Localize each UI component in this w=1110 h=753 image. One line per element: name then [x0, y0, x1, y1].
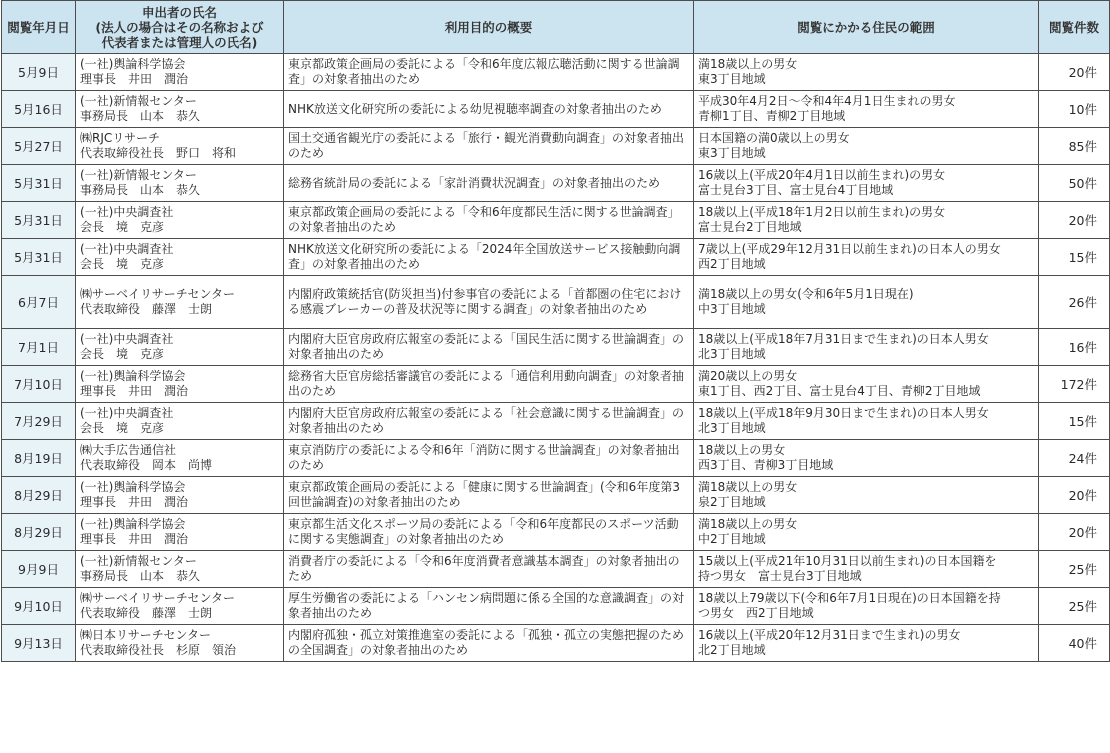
table-row	[2, 91, 1110, 128]
range-line2: 持つ男女 富士見台3丁目地域	[698, 569, 862, 583]
range-line2: 北3丁目地域	[698, 421, 766, 435]
cell-date: 7月10日	[2, 366, 76, 403]
header-range: 閲覧にかかる住民の範囲	[694, 1, 1039, 54]
applicant-rep: 代表取締役社長 杉原 領治	[80, 643, 237, 657]
applicant-org: (一社)新情報センター	[80, 94, 197, 108]
cell-range	[694, 477, 1039, 514]
table-row	[2, 202, 1110, 239]
cell-range	[694, 276, 1039, 329]
cell-range	[694, 440, 1039, 477]
applicant-rep: 理事長 井田 潤治	[80, 495, 189, 509]
applicant-rep: 会長 境 克彦	[80, 220, 165, 234]
cell-range	[694, 588, 1039, 625]
applicant-rep: 会長 境 克彦	[80, 347, 165, 361]
table-row	[2, 165, 1110, 202]
cell-purpose: 東京都政策企画局の委託による「令和6年度都民生活に関する世論調査」の対象者抽出のため	[284, 202, 694, 239]
cell-count: 172件	[1039, 366, 1110, 403]
table-row	[2, 128, 1110, 165]
header-count: 閲覧件数	[1039, 1, 1110, 54]
cell-applicant	[76, 588, 284, 625]
applicant-org: (一社)新情報センター	[80, 168, 197, 182]
cell-date: 9月13日	[2, 625, 76, 662]
range-line1: 16歳以上(平成20年4月1日以前生まれ)の男女	[698, 168, 946, 182]
range-line1: 満18歳以上の男女	[698, 480, 798, 494]
applicant-org: (一社)新情報センター	[80, 554, 197, 568]
cell-range	[694, 91, 1039, 128]
applicant-org: (一社)中央調査社	[80, 332, 174, 346]
cell-purpose: NHK放送文化研究所の委託による「2024年全国放送サービス接触動向調査」の対象者抽出のため	[284, 239, 694, 276]
header-date: 閲覧年月日	[2, 1, 76, 54]
applicant-org: (一社)中央調査社	[80, 242, 174, 256]
range-line1: 満18歳以上の男女	[698, 57, 798, 71]
cell-date: 7月1日	[2, 329, 76, 366]
cell-applicant	[76, 165, 284, 202]
cell-purpose: 内閣府孤独・孤立対策推進室の委託による「孤独・孤立の実態把握のための全国調査」の対象者抽出のため	[284, 625, 694, 662]
cell-range	[694, 329, 1039, 366]
cell-range	[694, 165, 1039, 202]
cell-applicant	[76, 551, 284, 588]
cell-date: 5月16日	[2, 91, 76, 128]
range-line1: 18歳以上(平成18年1月2日以前生まれ)の男女	[698, 205, 946, 219]
cell-applicant	[76, 477, 284, 514]
table-row	[2, 514, 1110, 551]
applicant-org: (一社)輿論科学協会	[80, 57, 186, 71]
cell-range	[694, 54, 1039, 91]
cell-purpose: 東京都政策企画局の委託による「健康に関する世論調査」(令和6年度第3回世論調査)の対象者抽出のため	[284, 477, 694, 514]
cell-applicant	[76, 625, 284, 662]
range-line2: 中2丁目地域	[698, 532, 766, 546]
range-line2: 青柳1丁目、青柳2丁目地域	[698, 109, 846, 123]
range-line1: 平成30年4月2日～令和4年4月1日生まれの男女	[698, 94, 956, 108]
cell-applicant	[76, 239, 284, 276]
cell-count: 24件	[1039, 440, 1110, 477]
cell-count: 20件	[1039, 202, 1110, 239]
applicant-org: (一社)中央調査社	[80, 205, 174, 219]
applicant-rep: 代表取締役 藤澤 士朗	[80, 606, 213, 620]
applicant-org: ㈱日本リサーチセンター	[80, 628, 212, 642]
applicant-org: (一社)中央調査社	[80, 406, 174, 420]
table-row	[2, 440, 1110, 477]
cell-applicant	[76, 54, 284, 91]
cell-date: 9月10日	[2, 588, 76, 625]
cell-purpose: 内閣府大臣官房政府広報室の委託による「国民生活に関する世論調査」の対象者抽出のため	[284, 329, 694, 366]
cell-purpose: 総務省大臣官房総括審議官の委託による「通信利用動向調査」の対象者抽出のため	[284, 366, 694, 403]
cell-range	[694, 514, 1039, 551]
range-line2: 東1丁目、西2丁目、富士見台4丁目、青柳2丁目地域	[698, 384, 981, 398]
cell-count: 26件	[1039, 276, 1110, 329]
inspection-records-table	[1, 0, 1110, 662]
table-row	[2, 403, 1110, 440]
cell-date: 8月29日	[2, 514, 76, 551]
cell-count: 25件	[1039, 551, 1110, 588]
cell-applicant	[76, 403, 284, 440]
cell-date: 5月31日	[2, 165, 76, 202]
applicant-rep: 事務局長 山本 恭久	[80, 183, 201, 197]
cell-range	[694, 625, 1039, 662]
cell-applicant	[76, 276, 284, 329]
table-row	[2, 329, 1110, 366]
table-row	[2, 366, 1110, 403]
cell-applicant	[76, 128, 284, 165]
cell-date: 5月9日	[2, 54, 76, 91]
cell-count: 15件	[1039, 403, 1110, 440]
range-line2: つ男女 西2丁目地域	[698, 606, 814, 620]
range-line1: 7歳以上(平成29年12月31日以前生まれ)の日本人の男女	[698, 242, 1001, 256]
range-line1: 18歳以上の男女	[698, 443, 786, 457]
table-row	[2, 551, 1110, 588]
applicant-rep: 代表取締役社長 野口 将和	[80, 146, 237, 160]
range-line1: 満18歳以上の男女(令和6年5月1日現在)	[698, 287, 914, 301]
applicant-rep: 事務局長 山本 恭久	[80, 569, 201, 583]
cell-date: 8月29日	[2, 477, 76, 514]
applicant-org: ㈱大手広告通信社	[80, 443, 177, 457]
applicant-rep: 事務局長 山本 恭久	[80, 109, 201, 123]
cell-count: 25件	[1039, 588, 1110, 625]
cell-date: 5月31日	[2, 202, 76, 239]
table-row	[2, 54, 1110, 91]
range-line1: 16歳以上(平成20年12月31日まで生まれ)の男女	[698, 628, 961, 642]
applicant-org: ㈱サーベイリサーチセンター	[80, 287, 236, 301]
range-line1: 満18歳以上の男女	[698, 517, 798, 531]
cell-purpose: 東京都生活文化スポーツ局の委託による「令和6年度都民のスポーツ活動に関する実態調査」の対象者抽出のため	[284, 514, 694, 551]
applicant-rep: 理事長 井田 潤治	[80, 72, 189, 86]
applicant-org: ㈱RJCリサーチ	[80, 131, 161, 145]
range-line2: 西3丁目、青柳3丁目地域	[698, 458, 834, 472]
range-line1: 日本国籍の満0歳以上の男女	[698, 131, 850, 145]
cell-purpose: NHK放送文化研究所の委託による幼児視聴率調査の対象者抽出のため	[284, 91, 694, 128]
applicant-org: (一社)輿論科学協会	[80, 369, 186, 383]
table-row	[2, 477, 1110, 514]
cell-range	[694, 239, 1039, 276]
applicant-org: (一社)輿論科学協会	[80, 517, 186, 531]
header-applicant-line2: (法人の場合はその名称および	[95, 19, 264, 35]
cell-purpose: 総務省統計局の委託による「家計消費状況調査」の対象者抽出のため	[284, 165, 694, 202]
cell-range	[694, 128, 1039, 165]
cell-range	[694, 403, 1039, 440]
cell-purpose: 東京消防庁の委託による令和6年「消防に関する世論調査」の対象者抽出のため	[284, 440, 694, 477]
header-applicant-line3: 代表者または管理人の氏名)	[101, 34, 258, 50]
cell-count: 85件	[1039, 128, 1110, 165]
applicant-rep: 会長 境 克彦	[80, 421, 165, 435]
header-applicant-line1: 申出者の氏名	[141, 4, 217, 20]
applicant-rep: 理事長 井田 潤治	[80, 384, 189, 398]
cell-applicant	[76, 202, 284, 239]
cell-count: 16件	[1039, 329, 1110, 366]
cell-date: 5月31日	[2, 239, 76, 276]
range-line2: 泉2丁目地域	[698, 495, 766, 509]
range-line1: 15歳以上(平成21年10月31日以前生まれ)の日本国籍を	[698, 554, 997, 568]
cell-date: 8月19日	[2, 440, 76, 477]
cell-applicant	[76, 366, 284, 403]
applicant-rep: 代表取締役 岡本 尚博	[80, 458, 213, 472]
header-purpose: 利用目的の概要	[284, 1, 694, 54]
range-line2: 西2丁目地域	[698, 257, 766, 271]
cell-applicant	[76, 514, 284, 551]
applicant-org: (一社)輿論科学協会	[80, 480, 186, 494]
cell-applicant	[76, 329, 284, 366]
table-header-row	[2, 1, 1110, 54]
table-row	[2, 239, 1110, 276]
range-line2: 富士見台3丁目、富士見台4丁目地域	[698, 183, 894, 197]
cell-purpose: 内閣府大臣官房政府広報室の委託による「社会意識に関する世論調査」の対象者抽出のため	[284, 403, 694, 440]
applicant-rep: 代表取締役 藤澤 士朗	[80, 302, 213, 316]
range-line1: 18歳以上(平成18年7月31日まで生まれ)の日本人男女	[698, 332, 989, 346]
cell-range	[694, 551, 1039, 588]
cell-date: 7月29日	[2, 403, 76, 440]
cell-count: 40件	[1039, 625, 1110, 662]
cell-count: 10件	[1039, 91, 1110, 128]
cell-count: 50件	[1039, 165, 1110, 202]
range-line2: 北2丁目地域	[698, 643, 766, 657]
cell-purpose: 消費者庁の委託による「令和6年度消費者意識基本調査」の対象者抽出のため	[284, 551, 694, 588]
range-line2: 東3丁目地域	[698, 146, 766, 160]
cell-purpose: 内閣府政策統括官(防災担当)付参事官の委託による「首都圏の住宅における感震ブレーカーの普及状況等に関する調査」の対象者抽出のため	[284, 276, 694, 329]
cell-range	[694, 366, 1039, 403]
range-line2: 東3丁目地域	[698, 72, 766, 86]
table-row	[2, 276, 1110, 329]
cell-count: 20件	[1039, 514, 1110, 551]
range-line2: 富士見台2丁目地域	[698, 220, 802, 234]
cell-count: 20件	[1039, 54, 1110, 91]
cell-applicant	[76, 91, 284, 128]
cell-purpose: 国土交通省観光庁の委託による「旅行・観光消費動向調査」の対象者抽出のため	[284, 128, 694, 165]
cell-purpose: 東京都政策企画局の委託による「令和6年度広報広聴活動に関する世論調査」の対象者抽出のため	[284, 54, 694, 91]
range-line1: 満20歳以上の男女	[698, 369, 798, 383]
cell-count: 15件	[1039, 239, 1110, 276]
cell-count: 20件	[1039, 477, 1110, 514]
table-row	[2, 588, 1110, 625]
table-row	[2, 625, 1110, 662]
applicant-rep: 会長 境 克彦	[80, 257, 165, 271]
header-applicant	[76, 1, 284, 54]
range-line2: 北3丁目地域	[698, 347, 766, 361]
cell-range	[694, 202, 1039, 239]
cell-date: 6月7日	[2, 276, 76, 329]
range-line1: 18歳以上(平成18年9月30日まで生まれ)の日本人男女	[698, 406, 989, 420]
applicant-rep: 理事長 井田 潤治	[80, 532, 189, 546]
range-line2: 中3丁目地域	[698, 302, 766, 316]
cell-purpose: 厚生労働省の委託による「ハンセン病問題に係る全国的な意識調査」の対象者抽出のため	[284, 588, 694, 625]
cell-date: 5月27日	[2, 128, 76, 165]
cell-date: 9月9日	[2, 551, 76, 588]
cell-applicant	[76, 440, 284, 477]
range-line1: 18歳以上79歳以下(令和6年7月1日現在)の日本国籍を持	[698, 591, 1001, 605]
applicant-org: ㈱サーベイリサーチセンター	[80, 591, 236, 605]
